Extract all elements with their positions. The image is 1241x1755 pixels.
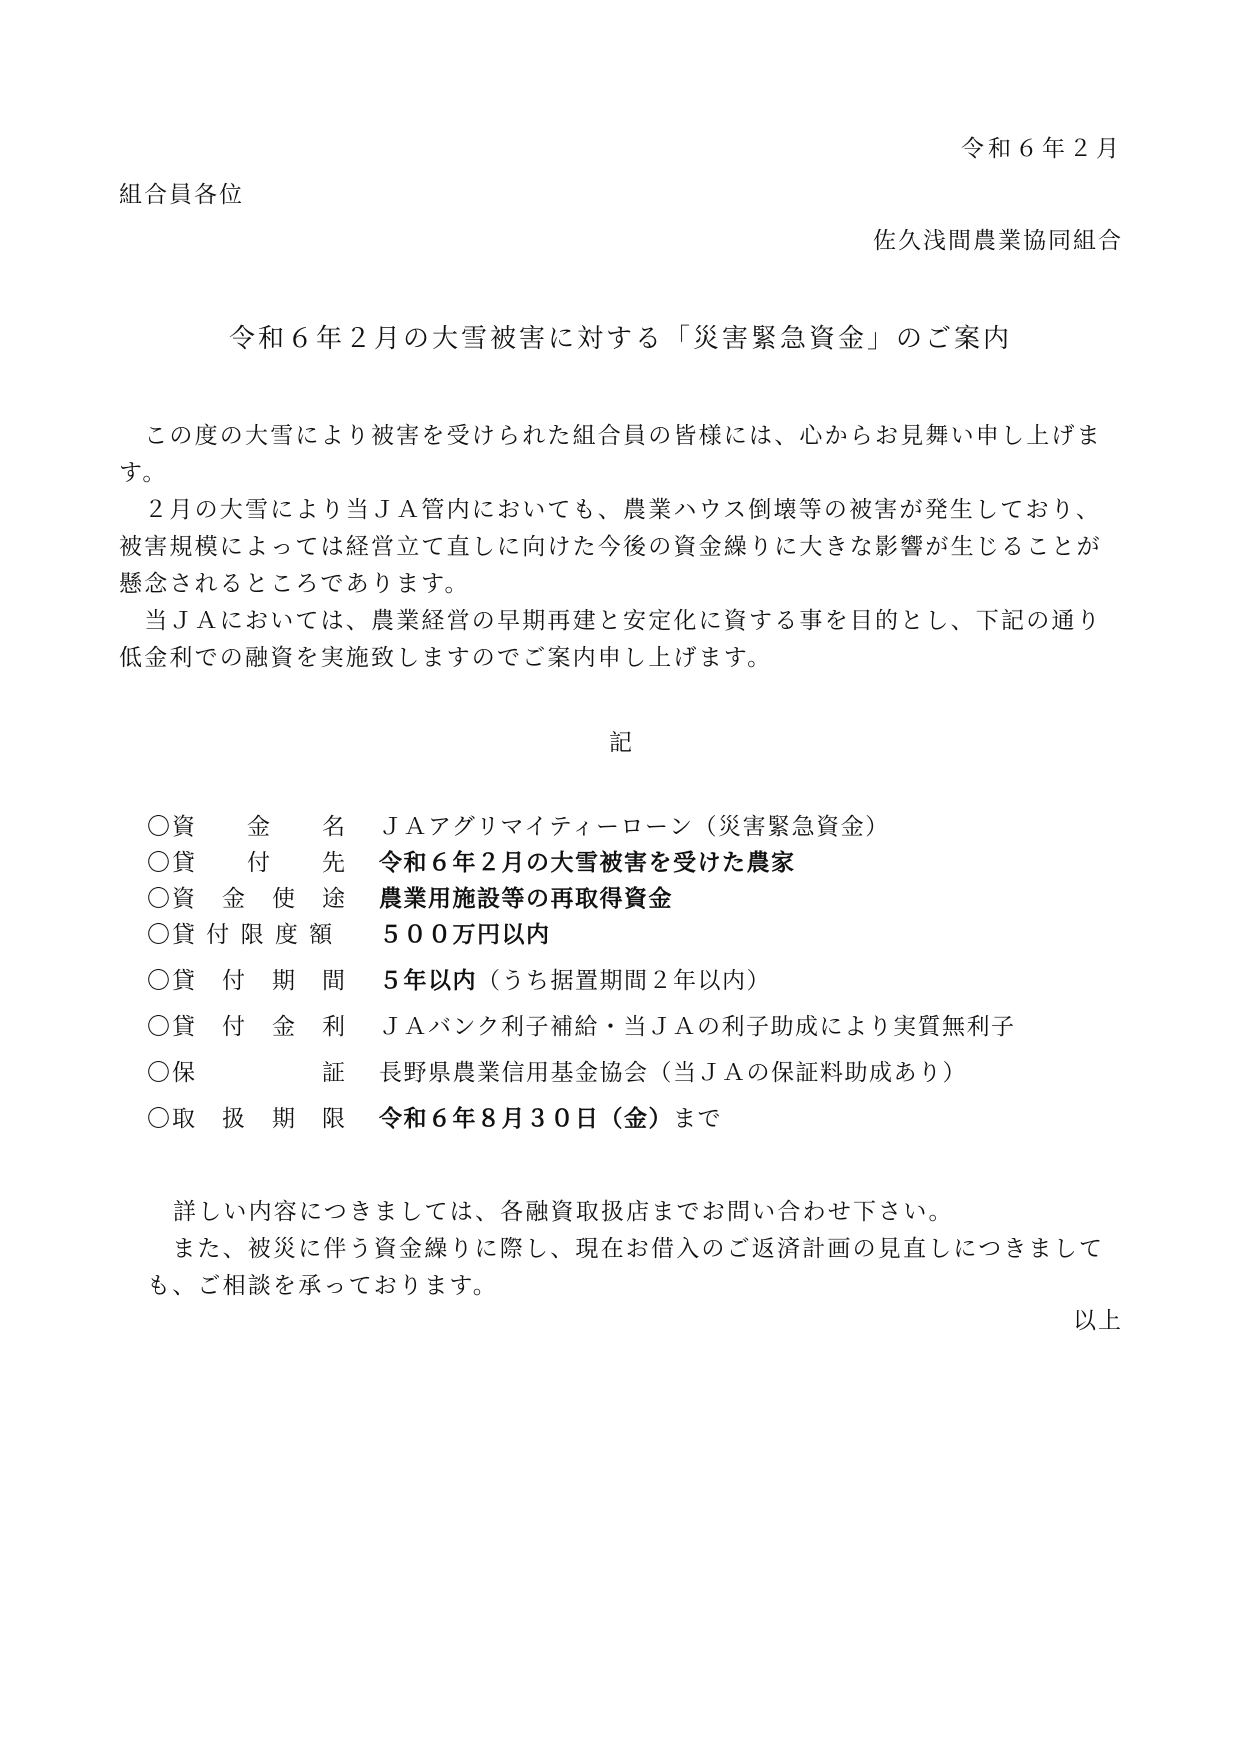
item-label: 〇貸 付 限 度 額 xyxy=(147,922,335,948)
item-value: 長野県農業信用基金協会（当ＪＡの保証料助成あり） xyxy=(379,1060,967,1086)
body-paragraph-3: 当ＪＡにおいては、農業経営の早期再建と安定化に資する事を目的とし、下記の通り低金利での融資を実施致しますのでご案内申し上げます。 xyxy=(119,608,1102,671)
document-date: 令和６年２月 xyxy=(961,136,1123,162)
item-value-bold: ５年以内 xyxy=(379,968,477,994)
ki-heading: 記 xyxy=(609,730,632,756)
sender-organization: 佐久浅間農業協同組合 xyxy=(873,228,1123,254)
item-value xyxy=(379,1104,722,1134)
item-value xyxy=(379,966,771,996)
item-label: 〇貸 付 先 xyxy=(147,850,347,876)
item-value: ＪＡバンク利子補給・当ＪＡの利子助成により実質無利子 xyxy=(379,1014,1016,1040)
closing-paragraph-1: 詳しい内容につきましては、各融資取扱店までお問い合わせ下さい。 xyxy=(173,1199,954,1225)
item-guarantee xyxy=(147,1058,967,1088)
item-value: ＪＡアグリマイティーローン（災害緊急資金） xyxy=(379,814,890,840)
recipient-line: 組合員各位 xyxy=(119,182,244,208)
item-label: 〇資 金 名 xyxy=(147,814,347,840)
item-loan-limit xyxy=(147,920,551,950)
item-interest-rate xyxy=(147,1012,1016,1042)
closing-paragraph-2: また、被災に伴う資金繰りに際し、現在お借入のご返済計画の見直しにつきましても、ご相談を承っております。 xyxy=(147,1236,1105,1299)
item-fund-use xyxy=(147,884,673,914)
document-title: 令和６年２月の大雪被害に対する「災害緊急資金」のご案内 xyxy=(228,324,1012,354)
item-value-plain: （うち据置期間２年以内） xyxy=(477,968,771,994)
item-loan-period xyxy=(147,966,771,996)
item-label: 〇保 証 xyxy=(147,1060,347,1086)
item-value: 農業用施設等の再取得資金 xyxy=(379,886,673,912)
item-label: 〇取 扱 期 限 xyxy=(147,1106,347,1132)
item-borrower xyxy=(147,848,796,878)
item-value-bold: 令和６年８月３０日（金） xyxy=(379,1106,673,1132)
closing-end-mark: 以上 xyxy=(1073,1308,1123,1334)
item-label: 〇貸 付 期 間 xyxy=(147,968,347,994)
body-paragraph-2: ２月の大雪により当ＪＡ管内においても、農業ハウス倒壊等の被害が発生しており、被害規模によっては経営立て直しに向けた今後の資金繰りに大きな影響が生じることが懸念されるところであります。 xyxy=(119,497,1102,597)
item-fund-name xyxy=(147,812,890,842)
item-value: 令和６年２月の大雪被害を受けた農家 xyxy=(379,850,796,876)
item-label: 〇貸 付 金 利 xyxy=(147,1014,347,1040)
body-paragraph-1: この度の大雪により被害を受けられた組合員の皆様には、心からお見舞い申し上げます。 xyxy=(119,423,1102,486)
item-deadline xyxy=(147,1104,722,1134)
item-value: ５００万円以内 xyxy=(379,922,551,948)
item-label: 〇資 金 使 途 xyxy=(147,886,347,912)
item-value-plain: まで xyxy=(673,1106,722,1132)
